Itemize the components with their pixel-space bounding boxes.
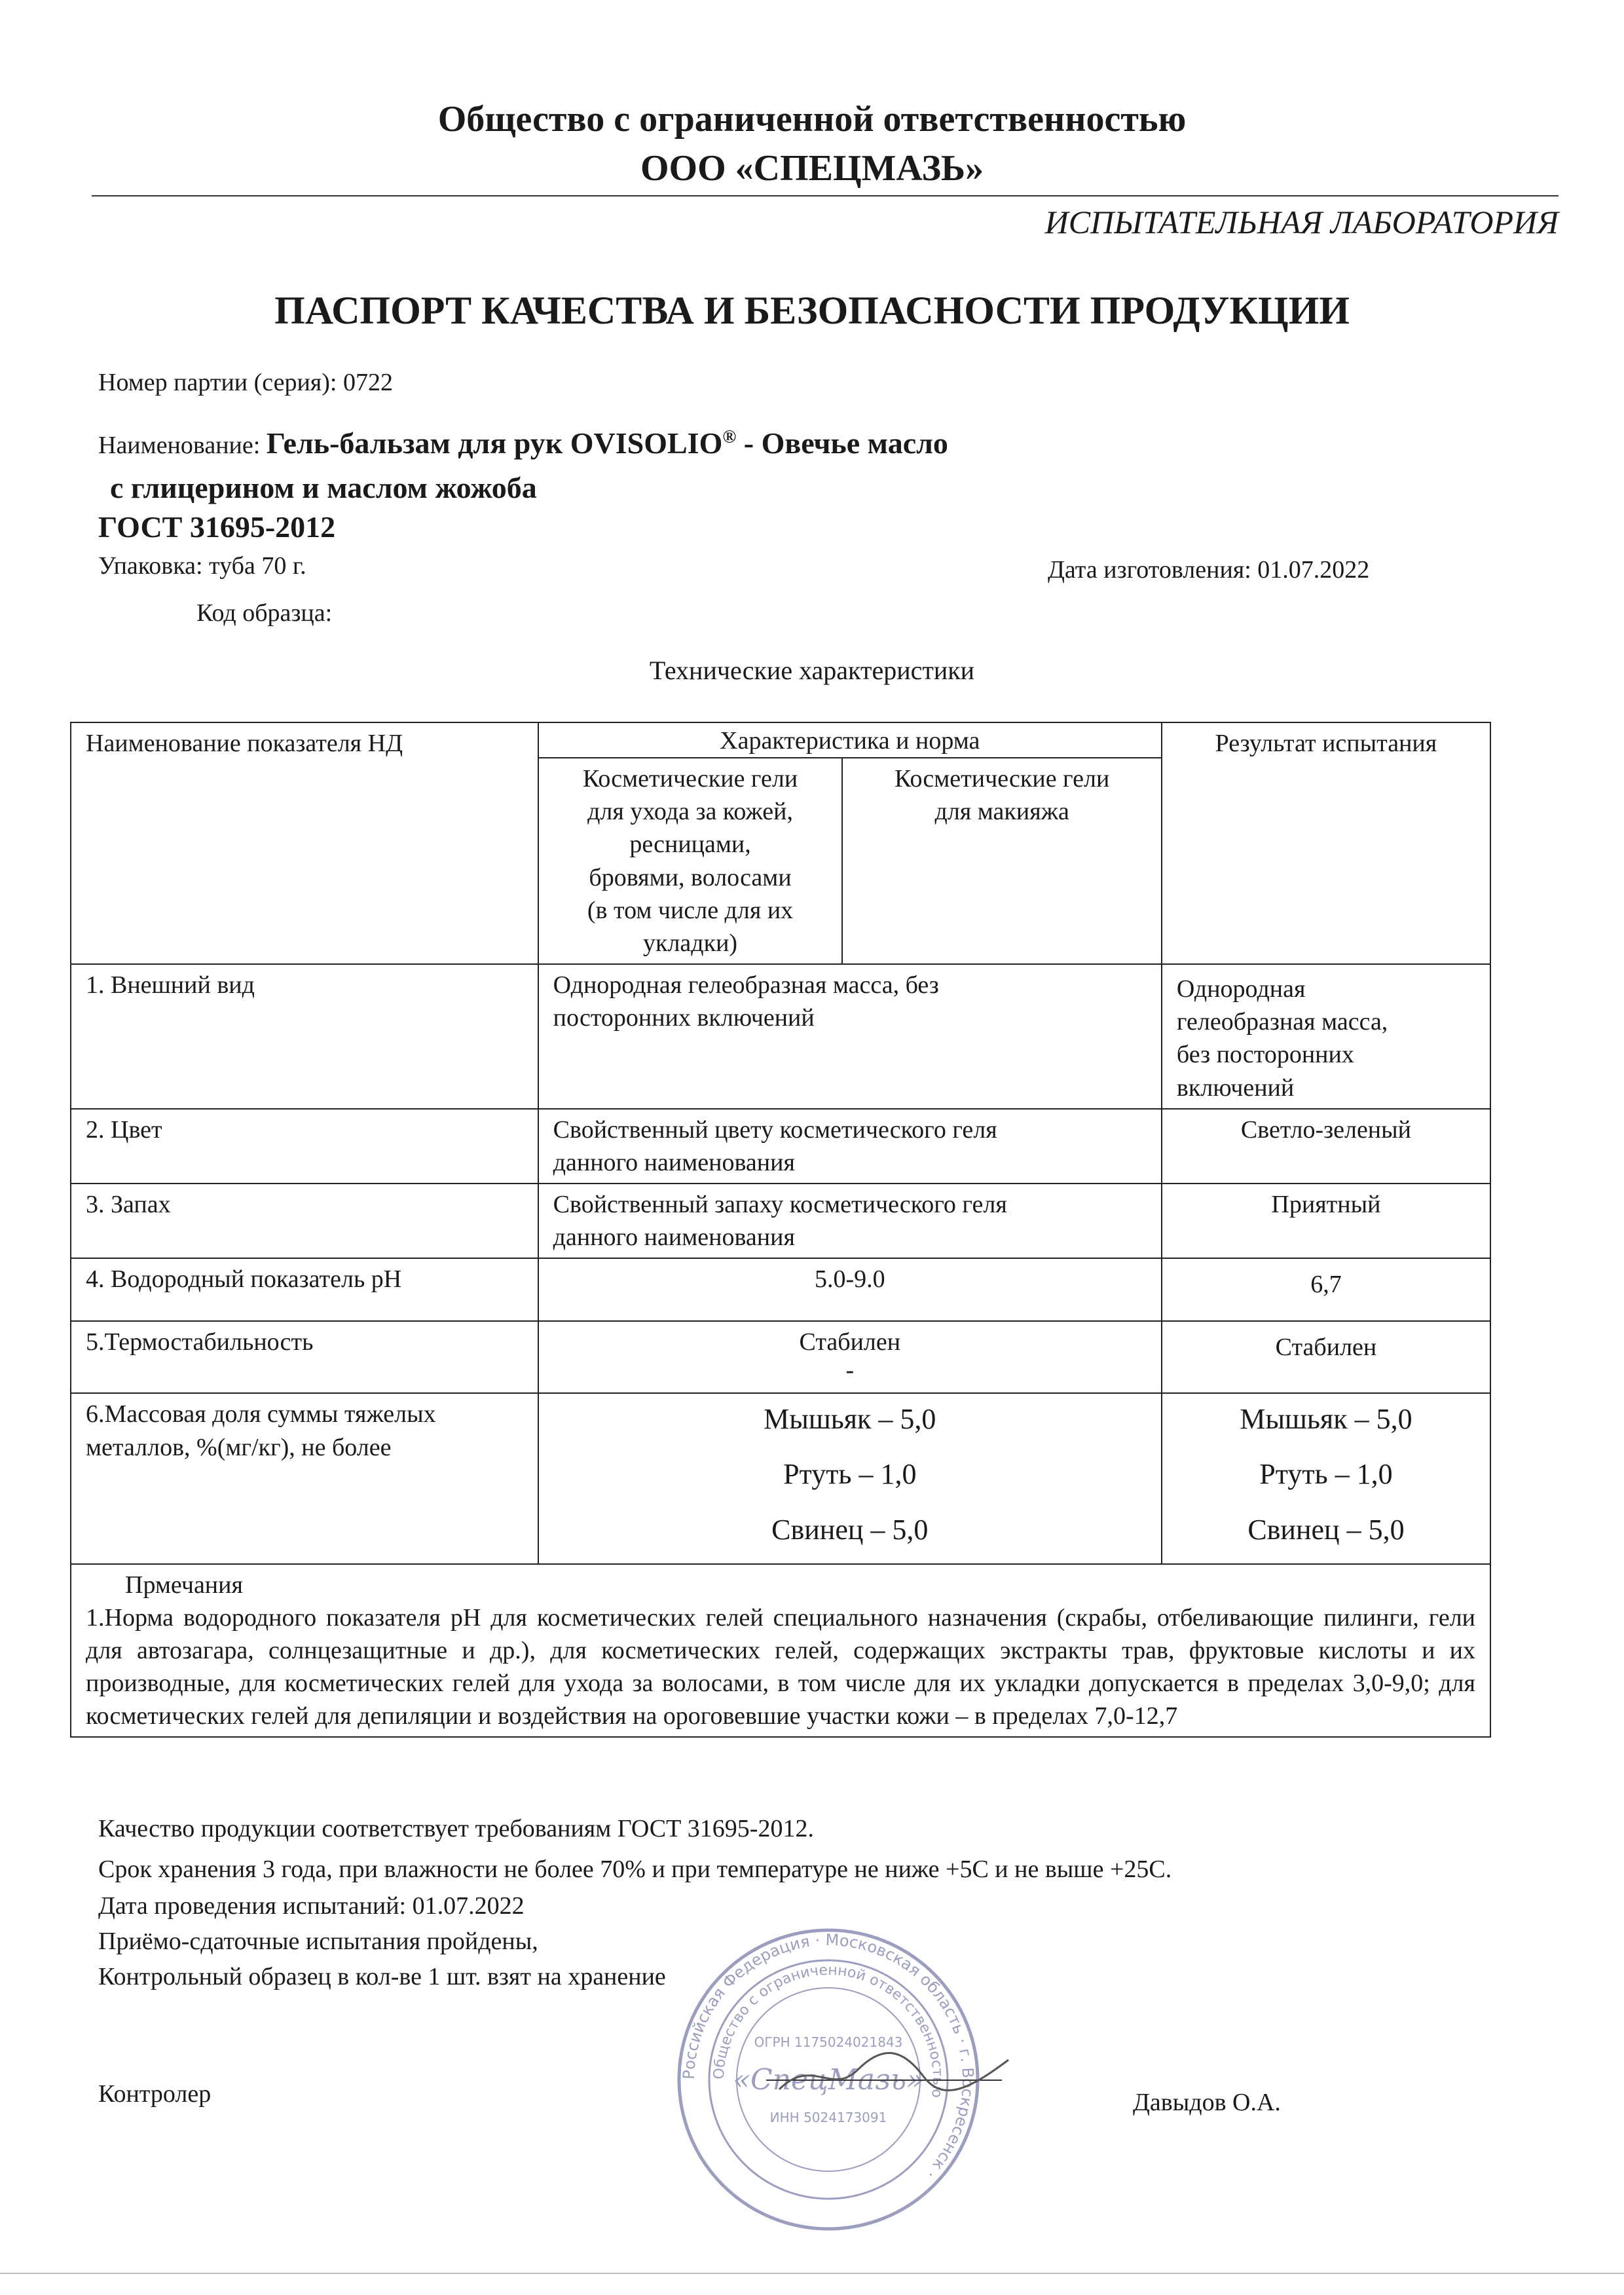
gost: ГОСТ 31695-2012 [98,510,336,544]
row-norm: Однородная гелеобразная масса, без посторонних включений [538,964,1162,1109]
table-row [71,1184,1490,1258]
row-name: 3. Запах [71,1184,538,1258]
table-caption: Технические характеристики [649,656,975,685]
header-norm: Характеристика и норма [538,722,1162,758]
document-title: ПАСПОРТ КАЧЕСТВА И БЕЗОПАСНОСТИ ПРОДУКЦИИ [274,289,1350,332]
signature-scribble [773,2043,1022,2102]
svg-text:Российская Федерация · Московс: Российская Федерация · Московская область · г. Воскресенск · [679,1930,978,2183]
row-name: 4. Водородный показатель pH [71,1258,538,1321]
table-row [71,1109,1490,1184]
table-row [71,964,1490,1109]
notes-title: Прмечания [125,1571,243,1599]
storage-terms: Срок хранения 3 года, при влажности не более 70% и при температуре не ниже +5С и не выше +25С. [98,1856,1172,1883]
row-name: 5.Термостабильность [71,1321,538,1393]
table-row [71,1321,1490,1393]
svg-text:ОГРН 1175024021843: ОГРН 1175024021843 [754,2034,903,2050]
svg-text:Общество с ограниченной ответс: Общество с ограниченной ответственностью [710,1962,946,2099]
row-norm: 5.0-9.0 [538,1258,1162,1321]
manufacture-date: Дата изготовления: 01.07.2022 [1048,556,1370,584]
table-row [71,1393,1490,1563]
product-name [98,426,948,460]
controller-name: Давыдов О.А. [1133,2089,1281,2116]
row-norm: Стабилен - [538,1321,1162,1393]
packaging: Упаковка: туба 70 г. [98,552,306,580]
table-header-row [71,722,1490,758]
table-row [71,1258,1490,1321]
test-date: Дата проведения испытаний: 01.07.2022 [98,1892,525,1920]
header-divider [92,195,1559,196]
product-name-line2: с глицерином и маслом жожоба [110,471,537,504]
scan-edge [0,2273,1624,2274]
row-norm: Свойственный цвету косметического геля данного наименования [538,1109,1162,1184]
notes-cell [71,1564,1490,1738]
acceptance-tests: Приёмо-сдаточные испытания пройдены, [98,1928,538,1955]
org-line1: Общество с ограниченной ответственностью [437,99,1187,140]
org-name: ООО «СПЕЦМАЗЬ» [640,148,984,189]
row-name: 6.Массовая доля суммы тяжелых металлов, %(мг/кг), не более [71,1393,538,1563]
row-name: 2. Цвет [71,1109,538,1184]
batch-number: Номер партии (серия): 0722 [98,369,393,396]
specs-table [70,722,1491,1738]
header-makeup-gels: Косметические гели для макияжа [842,758,1162,964]
notes-text: 1.Норма водородного показателя pH для косметических гелей специального назначения (скрабы, отбеливающие пилинги, гели для автозагара, солнцезащитные и др.), для косметических гелей, содержащих экстракты трав, фруктовые кислоты и их производные, для косметических гелей для ухода за волосами, в том числе для их укладки допускается в пределах 3,0-9,0; для косметических гелей для депиляции и воздействия на ороговевшие участки кожи – в пределах 7,0-12,7 [86,1603,1475,1730]
svg-text:«СпецМазь»: «СпецМазь» [733,2063,924,2097]
row-result: Светло-зеленый [1162,1109,1490,1184]
header-result: Результат испытания [1162,722,1490,964]
lab-name: ИСПЫТАТЕЛЬНАЯ ЛАБОРАТОРИЯ [1044,204,1559,240]
row-result: Однородная гелеобразная масса, без посторонних включений [1162,964,1490,1109]
row-norm: Свойственный запаху косметического геля данного наименования [538,1184,1162,1258]
svg-text:ИНН 5024173091: ИНН 5024173091 [769,2110,887,2125]
sample-code: Код образца: [196,599,333,627]
row-name: 1. Внешний вид [71,964,538,1109]
row-result: Стабилен [1162,1321,1490,1393]
notes-row [71,1564,1490,1738]
header-indicator: Наименование показателя НД [71,722,538,964]
row-result: Приятный [1162,1184,1490,1258]
controller-label: Контролер [98,2080,212,2108]
row-result: Мышьяк – 5,0 Ртуть – 1,0 Свинец – 5,0 [1162,1393,1490,1563]
header-care-gels: Косметические гели для ухода за кожей, ресницами, бровями, волосами (в том числе для их укладки) [538,758,843,964]
control-sample: Контрольный образец в кол-ве 1 шт. взят на хранение [98,1963,666,1990]
product-name-value: Гель-бальзам для рук OVISOLIO® - Овечье масло [266,426,948,460]
row-result: 6,7 [1162,1258,1490,1321]
product-name-label: Наименование: [98,432,267,459]
row-norm: Мышьяк – 5,0 Ртуть – 1,0 Свинец – 5,0 [538,1393,1162,1563]
compliance-statement: Качество продукции соответствует требованиям ГОСТ 31695-2012. [98,1815,814,1842]
